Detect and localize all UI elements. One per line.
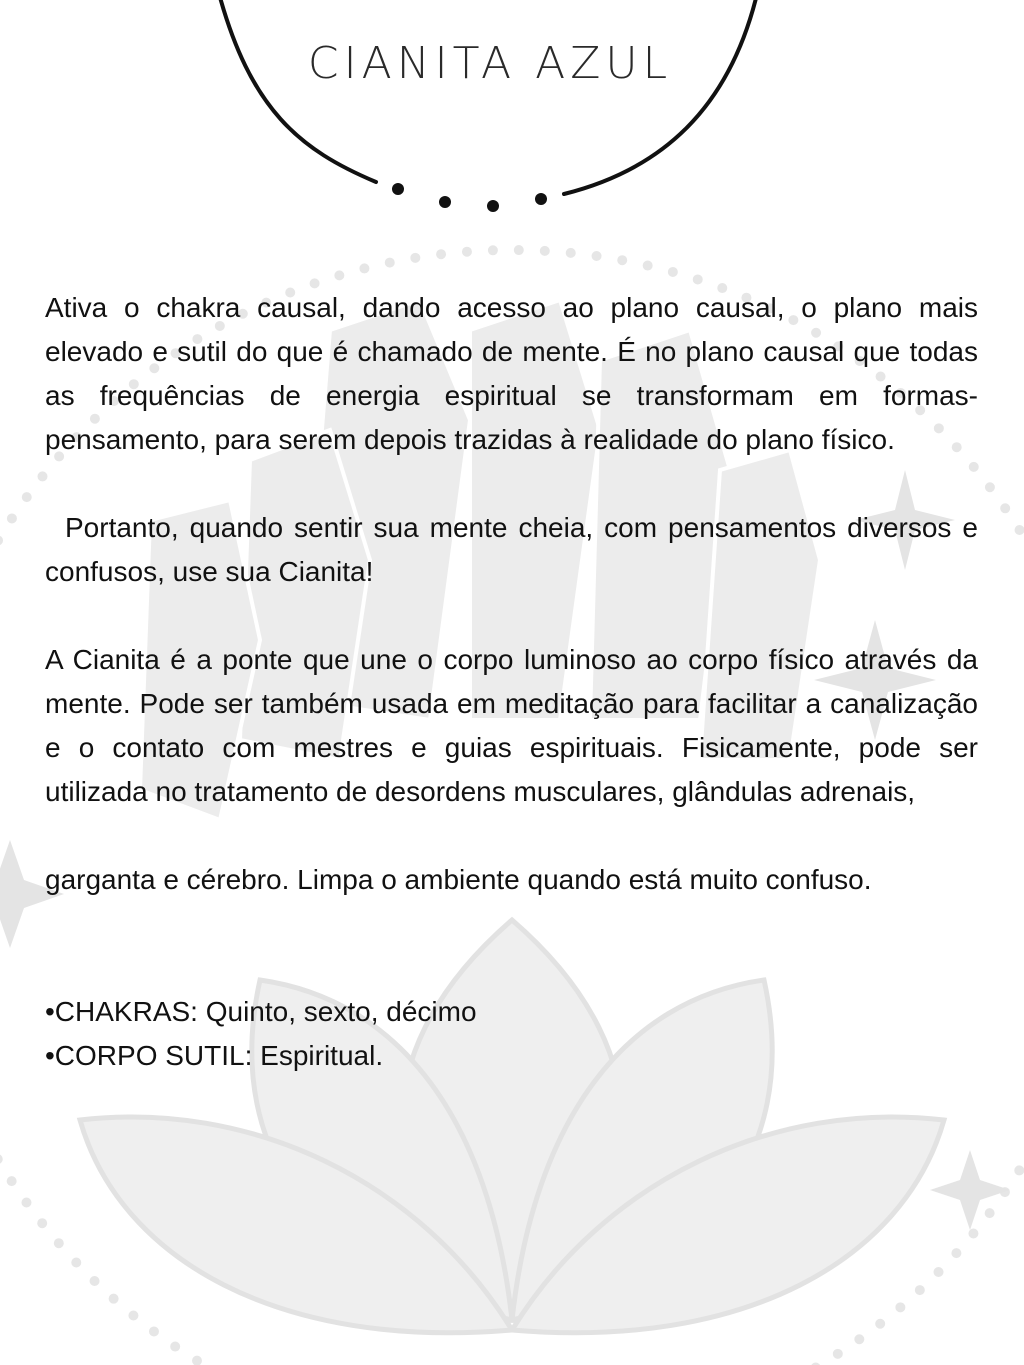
dot	[487, 200, 499, 212]
paragraph-2-text: Portanto, quando sentir sua mente cheia, com pensamentos diversos e confusos, use sua Cianita!	[45, 512, 978, 587]
dot	[439, 196, 451, 208]
paragraph-4: garganta e cérebro. Limpa o ambiente quando está muito confuso.	[45, 864, 872, 895]
page-title: CIANITA AZUL	[307, 38, 673, 89]
bullet-item-chakras: •CHAKRAS: Quinto, sexto, décimo	[45, 996, 477, 1027]
dot	[392, 183, 404, 195]
header-arc-decoration	[0, 0, 1024, 240]
paragraph-3: A Cianita é a ponte que une o corpo luminoso ao corpo físico através da mente. Pode ser também usada em meditação para facilitar a canalização e o contato com mestres e guias espirituais. Fisicamente, pode ser utilizada no tratamento de desordens musculares, glândulas adrenais,	[45, 644, 978, 807]
paragraph-1: Ativa o chakra causal, dando acesso ao plano causal, o plano mais elevado e sutil do que é chamado de mente. É no plano causal que todas as frequências de energia espiritual se transformam em formas-pensamento, para serem depois trazidas à realidade do plano físico.	[45, 292, 978, 455]
bullet-item-corpo-sutil: •CORPO SUTIL: Espiritual.	[45, 1040, 384, 1071]
dot	[535, 193, 547, 205]
body-text	[45, 286, 978, 1078]
bullet-list	[45, 990, 978, 1078]
paragraph-2	[45, 506, 978, 594]
